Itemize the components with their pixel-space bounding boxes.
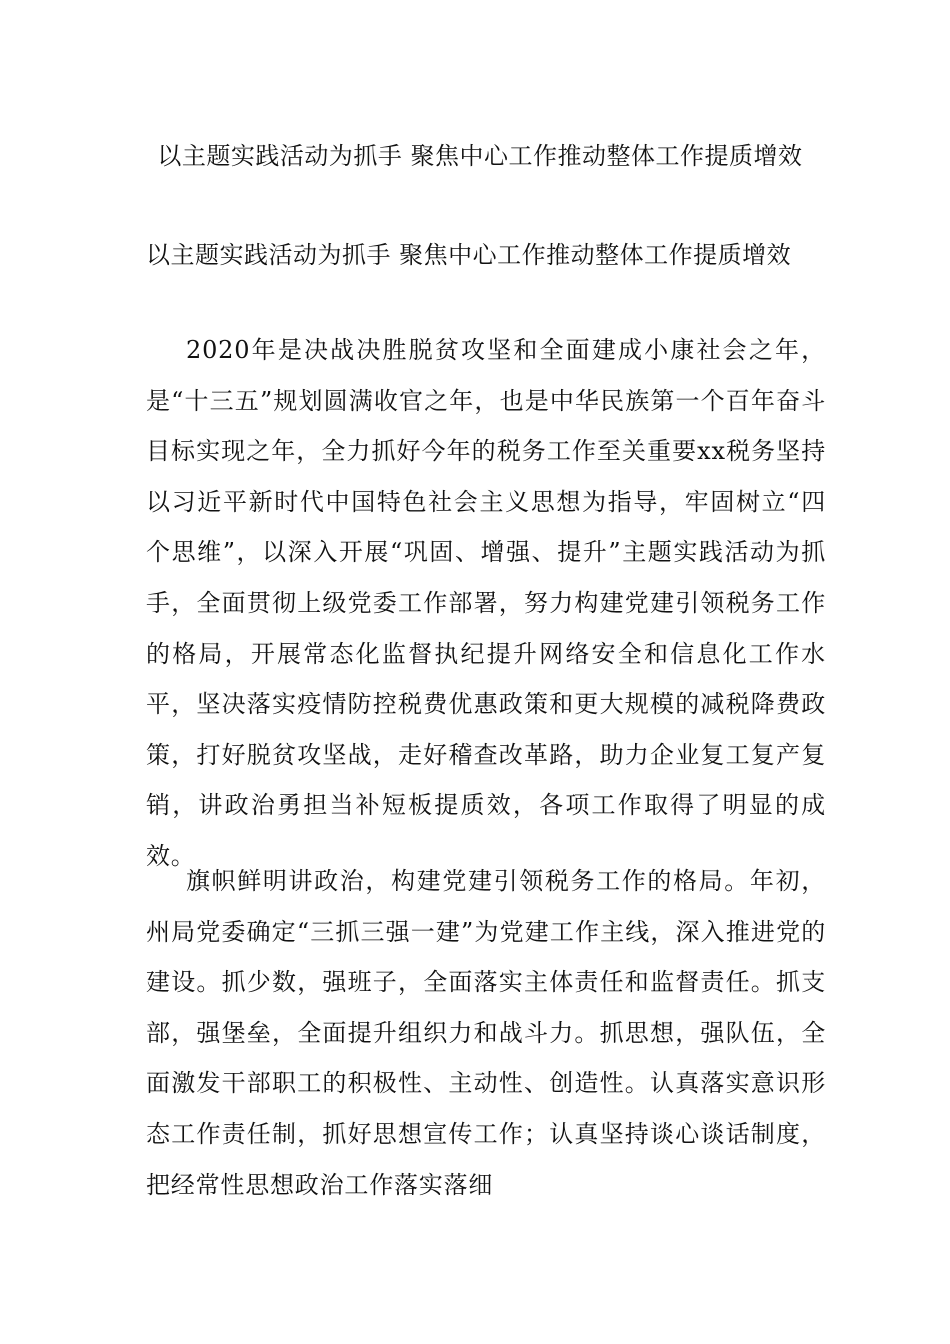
body-paragraph-2: 旗帜鲜明讲政治，构建党建引领税务工作的格局。年初，州局党委确定“三抓三强一建”为党建工作主线，深入推进党的建设。抓少数，强班子，全面落实主体责任和监督责任。抓支部，强堡垒，全面提升组织力和战斗力。抓思想，强队伍，全面激发干部职工的积极性、主动性、创造性。认真落实意识形态工作责任制，抓好思想宣传工作；认真坚持谈心谈话制度，把经常性思想政治工作落实落细 bbox=[146, 867, 826, 1199]
document-title: 以主题实践活动为抓手 聚焦中心工作推动整体工作提质增效 bbox=[157, 142, 803, 170]
document-subtitle: 以主题实践活动为抓手 聚焦中心工作推动整体工作提质增效 bbox=[146, 241, 792, 269]
body-paragraph-1: 2020年是决战决胜脱贫攻坚和全面建成小康社会之年，是“十三五”规划圆满收官之年，也是中华民族第一个百年奋斗目标实现之年，全力抓好今年的税务工作至关重要xx税务坚持以习近平新时代中国特色社会主义思想为指导，牢固树立“四个思维”，以深入开展“巩固、增强、提升”主题实践活动为抓手，全面贯彻上级党委工作部署，努力构建党建引领税务工作的格局，开展常态化监督执纪提升网络安全和信息化工作水平，坚决落实疫情防控税费优惠政策和更大规模的减税降费政策，打好脱贫攻坚战，走好稽查改革路，助力企业复工复产复销，讲政治勇担当补短板提质效，各项工作取得了明显的成效。 bbox=[146, 336, 826, 870]
